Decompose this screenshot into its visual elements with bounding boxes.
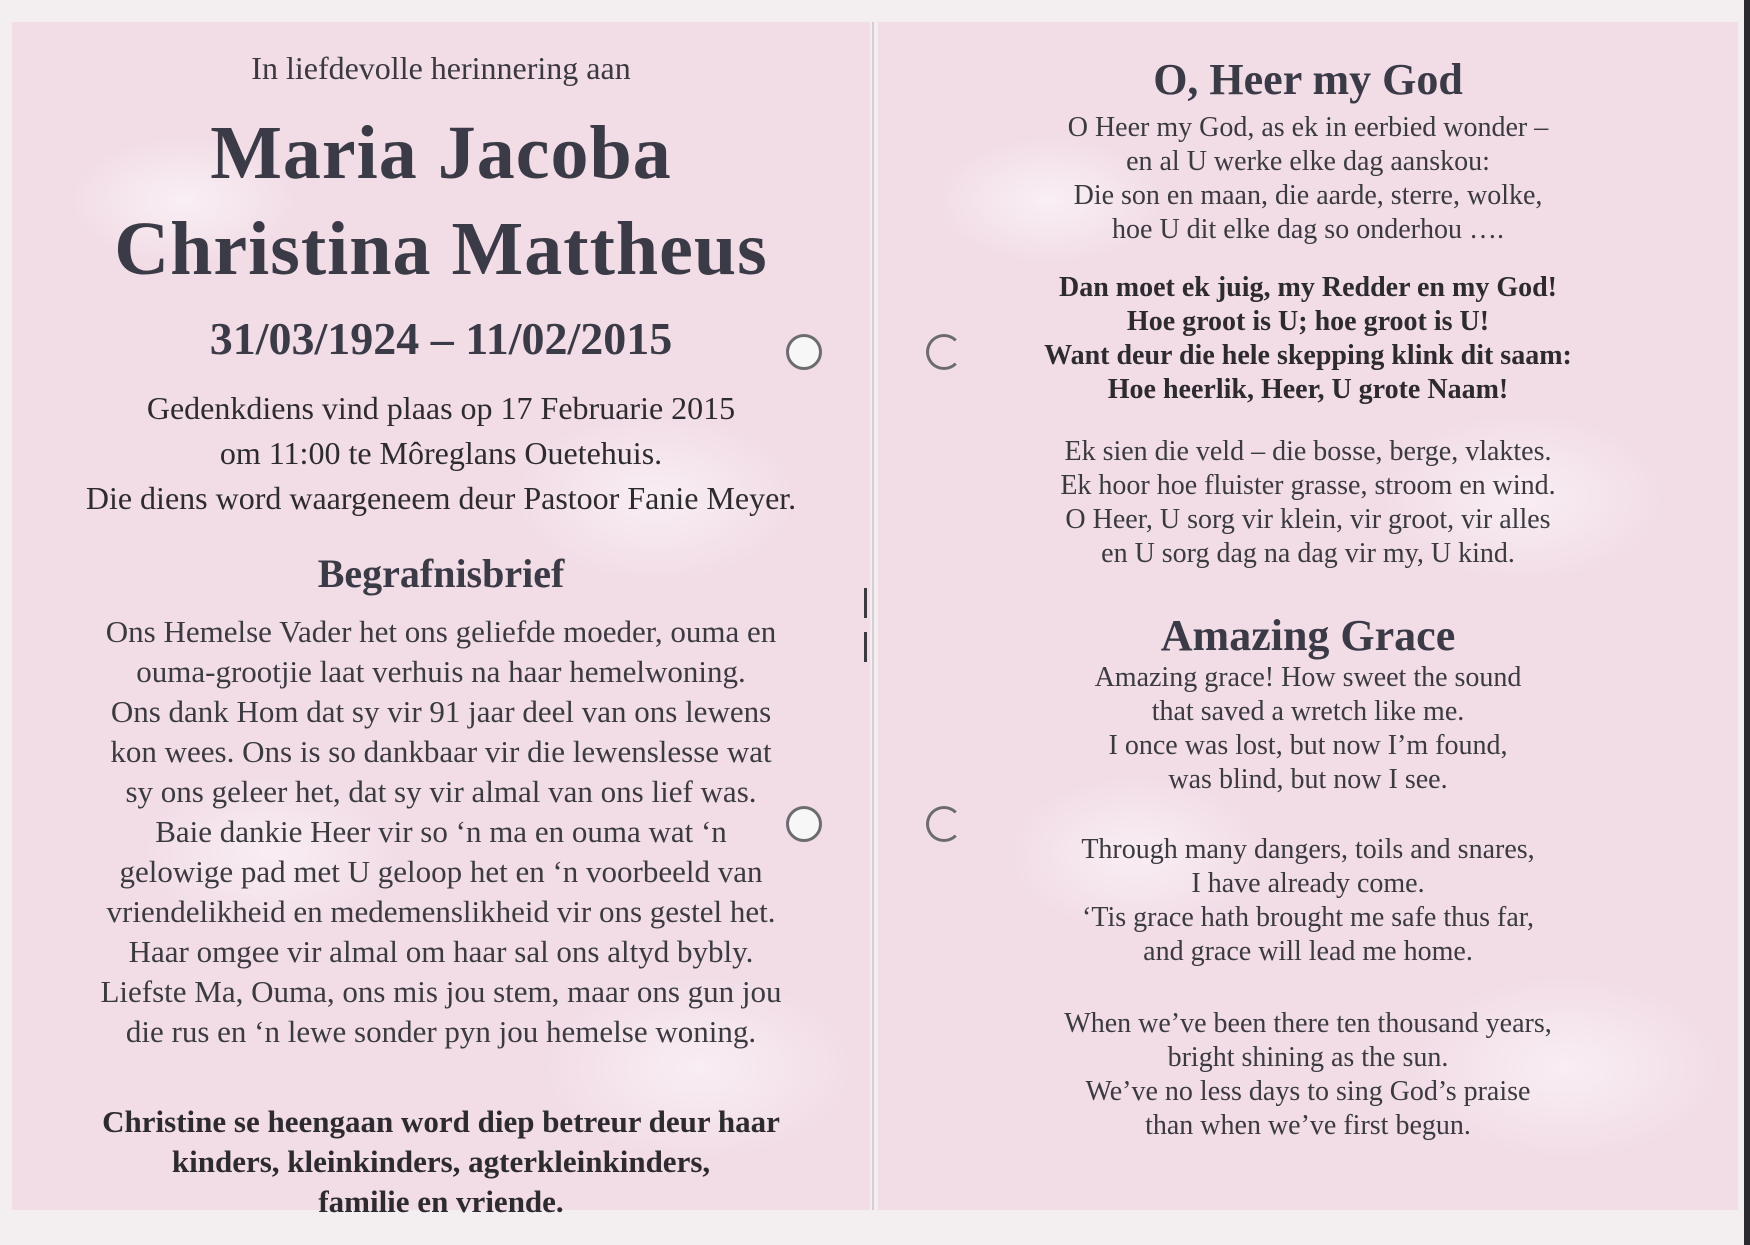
- letter-line: sy ons geleer het, dat sy vir almal van ons lief was.: [125, 774, 757, 809]
- hymn-line: and grace will lead me home.: [1143, 936, 1473, 967]
- letter-line: gelowige pad met U geloop het en ‘n voorbeeld van: [119, 854, 763, 889]
- tear-mark: [864, 632, 867, 662]
- letter-line: Haar omgee vir almal om haar sal ons altyd bybly.: [128, 934, 754, 969]
- hymn-line: than when we’ve first begun.: [1145, 1110, 1471, 1141]
- closing-line: familie en vriende.: [318, 1184, 564, 1219]
- letter-line: vriendelikheid en medemenslikheid vir ons gestel het.: [106, 894, 776, 929]
- letter-line: Ons Hemelse Vader het ons geliefde moeder, ouma en: [105, 614, 777, 649]
- chorus-line: Hoe groot is U; hoe groot is U!: [1126, 306, 1490, 337]
- life-dates: 31/03/1924 – 11/02/2015: [209, 313, 673, 364]
- hymn-line: When we’ve been there ten thousand years,: [1064, 1008, 1552, 1039]
- closing-line: kinders, kleinkinders, agterkleinkinders,: [171, 1144, 711, 1179]
- chorus-line: Want deur die hele skepping klink dit saam:: [1044, 340, 1572, 371]
- deceased-name-line2: Christina Mattheus: [114, 207, 768, 291]
- hymn-line: en U sorg dag na dag vir my, U kind.: [1101, 538, 1515, 569]
- letter-line: Baie dankie Heer vir so ‘n ma en ouma wat ‘n: [155, 814, 727, 849]
- hymn-line: Through many dangers, toils and snares,: [1081, 834, 1535, 865]
- letter-line: Liefste Ma, Ouma, ons mis jou stem, maar ons gun jou: [100, 974, 782, 1009]
- punch-hole-half: [926, 334, 962, 370]
- hymn-line: ‘Tis grace hath brought me safe thus far,: [1082, 902, 1534, 933]
- closing-line: Christine se heengaan word diep betreur deur haar: [102, 1104, 780, 1139]
- fold-line: [872, 22, 874, 1210]
- scan-edge: [1744, 0, 1750, 1245]
- left-panel: [12, 22, 870, 1219]
- letter-line: ouma-grootjie laat verhuis na haar hemelwoning.: [136, 654, 746, 689]
- hymn-line: that saved a wretch like me.: [1151, 696, 1465, 727]
- tear-mark: [864, 588, 867, 618]
- hymn-line: hoe U dit elke dag so onderhou ….: [1112, 214, 1504, 245]
- hymn-line: O Heer my God, as ek in eerbied wonder –: [1067, 112, 1549, 143]
- letter-heading: Begrafnisbrief: [317, 551, 565, 596]
- chorus-line: Hoe heerlik, Heer, U grote Naam!: [1107, 374, 1509, 405]
- service-line: Gedenkdiens vind plaas op 17 Februarie 2015: [146, 390, 736, 426]
- hymn-line: en al U werke elke dag aanskou:: [1126, 146, 1490, 177]
- punch-hole: [786, 806, 822, 842]
- punch-hole-half: [926, 806, 962, 842]
- intro-text: In liefdevolle herinnering aan: [251, 50, 631, 86]
- letter-line: die rus en ‘n lewe sonder pyn jou hemelse woning.: [125, 1014, 757, 1049]
- hymn-line: Ek sien die veld – die bosse, berge, vlaktes.: [1064, 436, 1552, 467]
- hymn-line: bright shining as the sun.: [1167, 1042, 1449, 1073]
- service-line: om 11:00 te Môreglans Ouetehuis.: [219, 435, 663, 471]
- letter-line: kon wees. Ons is so dankbaar vir die lewenslesse wat: [110, 734, 772, 769]
- hymn-line: Ek hoor hoe fluister grasse, stroom en wind.: [1060, 470, 1556, 501]
- chorus-line: Dan moet ek juig, my Redder en my God!: [1058, 272, 1557, 303]
- letter-line: Ons dank Hom dat sy vir 91 jaar deel van ons lewens: [110, 694, 772, 729]
- hymn-line: Die son en maan, die aarde, sterre, wolke,: [1073, 180, 1543, 211]
- hymn-line: was blind, but now I see.: [1168, 764, 1448, 795]
- right-panel: [878, 22, 1738, 1210]
- hymn1-title: O, Heer my God: [1153, 55, 1463, 104]
- hymn-line: I have already come.: [1191, 868, 1425, 899]
- hymn-line: We’ve no less days to sing God’s praise: [1085, 1076, 1531, 1107]
- hymn2-title: Amazing Grace: [1160, 611, 1456, 660]
- deceased-name-line1: Maria Jacoba: [210, 111, 672, 195]
- hymn-line: Amazing grace! How sweet the sound: [1094, 662, 1522, 693]
- hymn-line: I once was lost, but now I’m found,: [1108, 730, 1508, 761]
- service-line: Die diens word waargeneem deur Pastoor Fanie Meyer.: [85, 480, 797, 516]
- hymn-line: O Heer, U sorg vir klein, vir groot, vir alles: [1065, 504, 1551, 535]
- punch-hole: [786, 334, 822, 370]
